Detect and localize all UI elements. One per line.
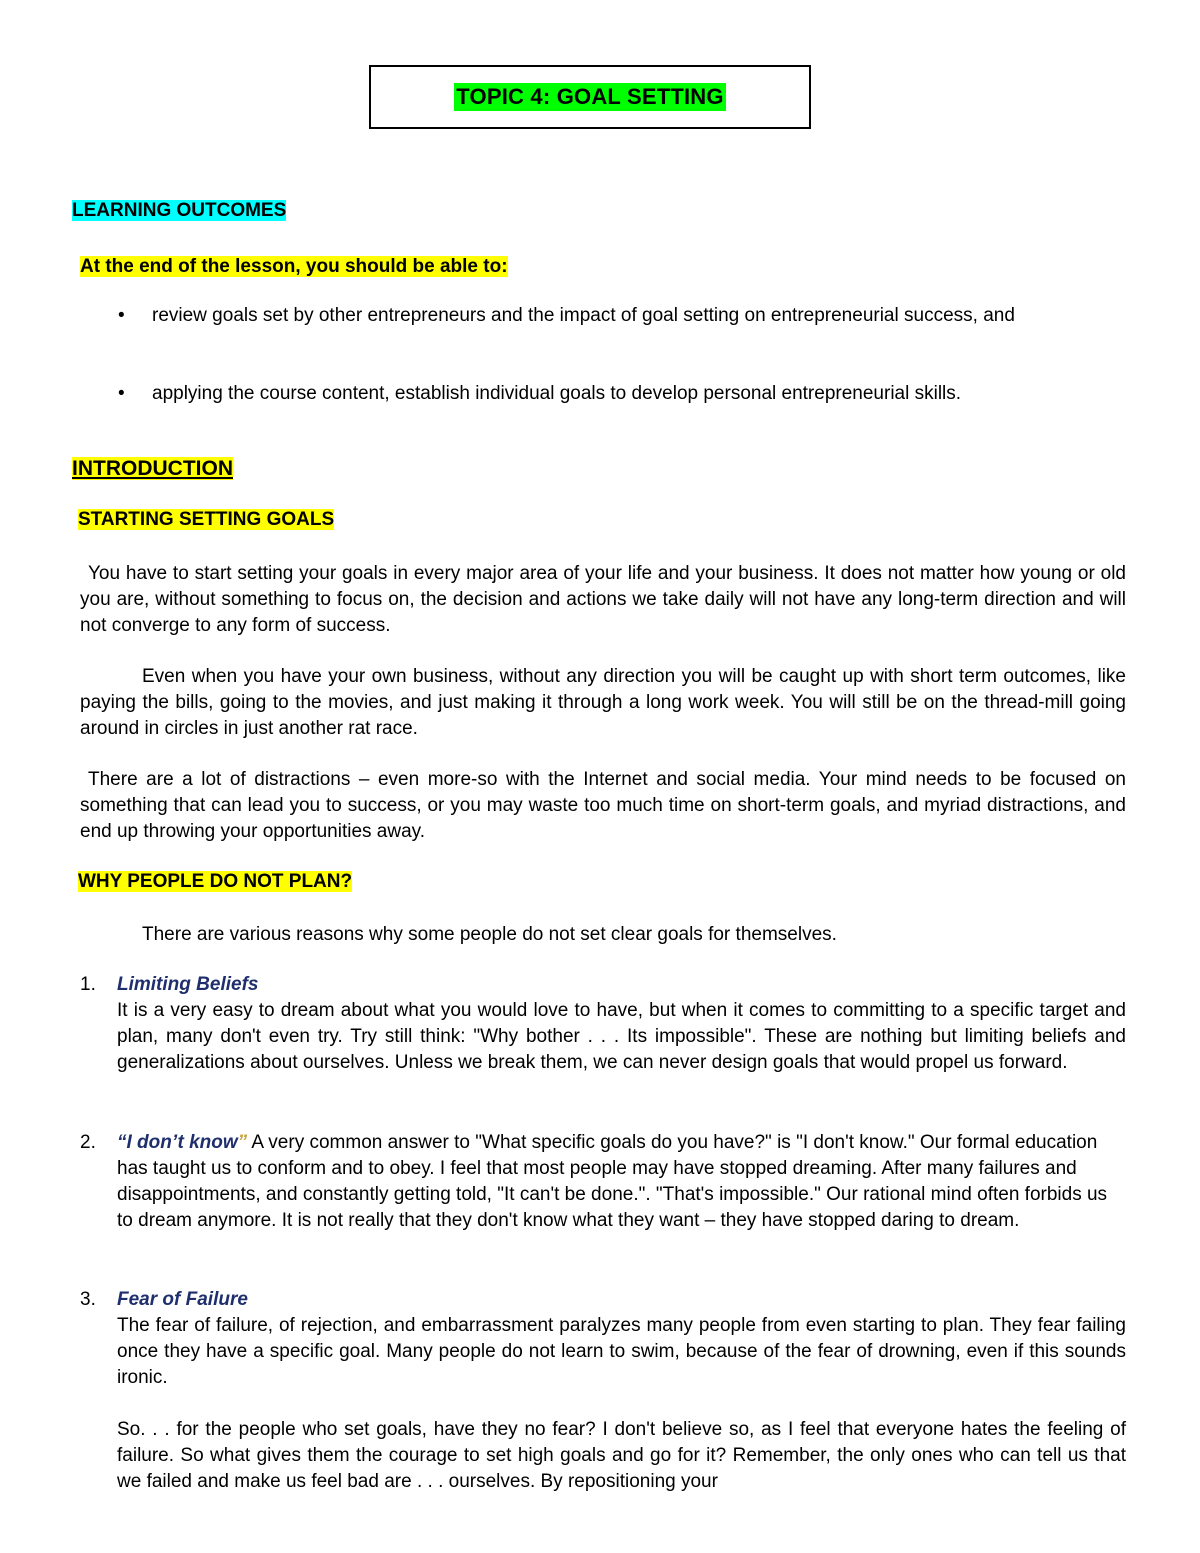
outcome-bullet-text: review goals set by other entrepreneurs and the impact of goal setting on entrepreneurial success, and [152,305,1015,326]
title-box [369,65,811,129]
reason-item-1 [80,972,1126,1102]
reason-item-2 [80,1130,1126,1260]
reason-title: Fear of Failure [117,1289,248,1310]
learning-outcomes-lead-text: At the end of the lesson, you should be able to: [80,256,508,277]
learning-outcomes-label: LEARNING OUTCOMES [72,200,287,221]
starting-setting-goals-label: STARTING SETTING GOALS [78,509,335,530]
intro-paragraph-1: You have to start setting your goals in every major area of your life and your business. It does not matter how young or old you are, without something to focus on, the decision and actions we take daily will not have any long-term direction and will not converge to any form of success. [80,563,1126,636]
reason-body [117,1287,1126,1495]
reason-text-continued: So. . . for the people who set goals, have they no fear? I don't believe so, as I feel that everyone hates the feeling of failure. So what gives them the courage to set high goals and go for it? Remember, the only ones who can tell us that we failed and make us feel bad are . . . ourselves. By repositioning your [117,1419,1126,1492]
bullet-icon: • [118,305,125,326]
reason-body [117,972,1126,1076]
intro-paragraph-2: Even when you have your own business, without any direction you will be caught up with short term outcomes, like paying the bills, going to the movies, and just making it through a long work week. You will still be on the thread-mill going around in circles in just another rat race. [80,666,1126,739]
outcome-bullet-1 [118,303,1128,355]
reason-number: 1. [80,974,96,995]
why-plan-intro: There are various reasons why some people do not set clear goals for themselves. [142,924,837,945]
why-people-do-not-plan-label: WHY PEOPLE DO NOT PLAN? [78,871,353,892]
reason-number: 2. [80,1132,96,1153]
learning-outcomes-heading [72,199,286,223]
intro-paragraph-3: There are a lot of distractions – even more-so with the Internet and social media. Your mind needs to be focused on something that can lead you to success, or you may waste too much time on short-term goals, and myriad distractions, and end up throwing your opportunities away. [80,769,1126,842]
reason-number: 3. [80,1289,96,1310]
bullet-icon: • [118,383,125,404]
reason-text: A very common answer to "What specific goals do you have?" is "I don't know." Our formal education has taught us to conform and to obey. I feel that most people may have stopped dreaming. After many failures and disappointments, and constantly getting told, "It can't be done.". "That's impossible." Our rational mind often forbids us to dream anymore. It is not really that they don't know what they want – they have stopped daring to dream. [117,1132,1108,1231]
reason-title-close-quote: ” [237,1132,248,1153]
outcome-bullet-text: applying the course content, establish individual goals to develop personal entrepreneurial skills. [152,383,962,404]
reason-text: It is a very easy to dream about what you would love to have, but when it comes to committing to a specific target and plan, many don't even try. Try still think: "Why bother . . . Its impossible". These are nothing but limiting beliefs and generalizations about ourselves. Unless we break them, we can never design goals that would propel us forward. [117,1000,1126,1073]
outcome-bullet-2 [118,381,1128,407]
introduction-label: INTRODUCTION [72,457,233,480]
learning-outcomes-lead [80,255,508,279]
reason-title: Limiting Beliefs [117,974,259,995]
reason-title: “I don’t know [117,1132,238,1153]
reason-body [117,1130,1126,1234]
reason-text: The fear of failure, of rejection, and embarrassment paralyzes many people from even starting to plan. They fear failing once they have a specific goal. Many people do not learn to swim, because of the fear of drowning, even if this sounds ironic. [117,1315,1126,1388]
reason-item-3 [80,1287,1126,1507]
introduction-heading [72,457,233,481]
why-people-do-not-plan-heading [78,870,352,894]
page-title: TOPIC 4: GOAL SETTING [456,84,724,109]
starting-setting-goals-heading [78,508,334,532]
